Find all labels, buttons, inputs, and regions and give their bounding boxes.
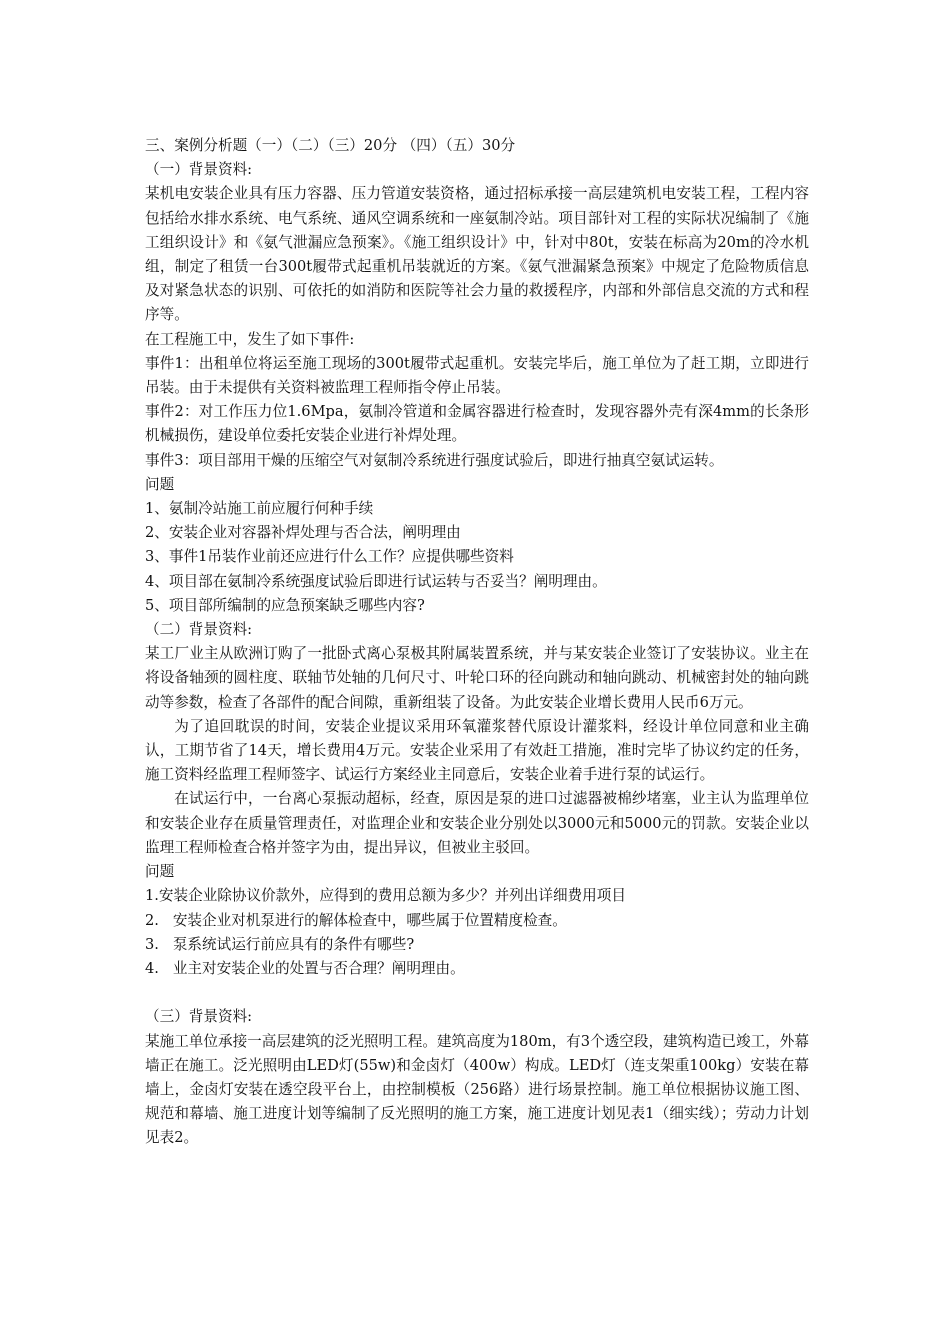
case3-title: （三）背景资料: — [145, 1008, 253, 1026]
case2-title: （二）背景资料: — [145, 621, 253, 639]
case1-event-2: 事件2：对工作压力位1.6Mpa，氨制冷管道和金属容器进行检查时，发现容器外壳有深4mm的长条形机械损伤，建设单位委托安装企业进行补焊处理。 — [145, 403, 809, 445]
case1-question-1: 1、氨制冷站施工前应履行何种手续 — [145, 500, 374, 518]
case2-question-2: 2. 安装企业对机泵进行的解体检查中，哪些属于位置精度检查。 — [145, 911, 567, 929]
case1-question-5: 5、项目部所编制的应急预案缺乏哪些内容? — [145, 596, 425, 614]
case2-paragraph-3: 在试运行中，一台离心泵振动超标，经查，原因是泵的进口过滤器被棉纱堵塞，业主认为监理单位和安装企业存在质量管理责任，对监理企业和安装企业分别处以3000元和5000元的罚款。安装企业以监理工程师检查合格并签字为由，提出异议，但被业主驳回。 — [145, 790, 809, 856]
section-heading: 三、案例分析题（一）（二）（三）20分 （四）（五）30分 — [145, 137, 516, 154]
case1-questions-title: 问题 — [145, 475, 175, 493]
paragraph-spacer — [145, 981, 809, 1005]
case1-question-2: 2、安装企业对容器补焊处理与否合法，阐明理由 — [145, 524, 461, 542]
document-body — [145, 134, 809, 1151]
case1-title: （一）背景资料: — [145, 161, 253, 179]
case1-event-3: 事件3：项目部用干燥的压缩空气对氨制冷系统进行强度试验后，即进行抽真空氨试运转。 — [145, 451, 724, 469]
case1-question-4: 4、项目部在氨制冷系统强度试验后即进行试运转与否妥当？阐明理由。 — [145, 572, 607, 590]
case1-background: 某机电安装企业具有压力容器、压力管道安装资格，通过招标承接一高层建筑机电安装工程，工程内容包括给水排水系统、电气系统、通风空调系统和一座氨制冷站。项目部针对工程的实际状况编制了《施工组织设计》和《氨气泄漏应急预案》。《施工组织设计》中，针对中80t，安装在标高为20m的冷水机组，制定了租赁一台300t履带式起重机吊装就近的方案。《氨气泄漏紧急预案》中规定了危险物质信息及对紧急状态的识别、可依托的如消防和医院等社会力量的救援程序，内部和外部信息交流的方式和程序等。 — [145, 185, 809, 324]
case2-paragraph-2: 为了追回耽误的时间，安装企业提议采用环氧灌浆替代原设计灌浆料，经设计单位同意和业主确认，工期节省了14天，增长费用4万元。安装企业采用了有效赶工措施，准时完毕了协议约定的任务，施工资料经监理工程师签字、试运行方案经业主同意后，安装企业着手进行泵的试运行。 — [145, 717, 809, 784]
case2-question-4: 4. 业主对安装企业的处置与否合理？阐明理由。 — [145, 959, 465, 977]
case1-event-1: 事件1：出租单位将运至施工现场的300t履带式起重机。安装完毕后，施工单位为了赶工期，立即进行吊装。由于未提供有关资料被监理工程师指令停止吊装。 — [145, 354, 809, 397]
case1-question-3: 3、事件1吊装作业前还应进行什么工作？应提供哪些资料 — [145, 548, 514, 566]
case2-paragraph-1: 某工厂业主从欧洲订购了一批卧式离心泵极其附属装置系统，并与某安装企业签订了安装协议。业主在将设备轴颈的圆柱度、联轴节处轴的几何尺寸、叶轮口环的径向跳动和轴向跳动、机械密封处的轴向跳动等参数，检查了各部件的配合间隙，重新组装了设备。为此安装企业增长费用人民币6万元。 — [145, 645, 809, 711]
case2-question-1: 1.安装企业除协议价款外，应得到的费用总额为多少？并列出详细费用项目 — [145, 887, 626, 905]
case3-background: 某施工单位承接一高层建筑的泛光照明工程。建筑高度为180m，有3个透空段，建筑构造已竣工，外幕墙正在施工。泛光照明由LED灯(55w)和金卤灯（400w）构成。LED灯（连支架重100kg）安装在幕墙上，金卤灯安装在透空段平台上，由控制模板（256路）进行场景控制。施工单位根据协议施工图、规范和幕墙、施工进度计划等编制了反光照明的施工方案，施工进度计划见表1（细实线）；劳动力计划见表2。 — [145, 1032, 809, 1147]
case2-questions-title: 问题 — [145, 863, 175, 881]
case1-intro: 在工程施工中，发生了如下事件: — [145, 330, 355, 348]
case2-question-3: 3. 泵系统试运行前应具有的条件有哪些? — [145, 935, 415, 953]
